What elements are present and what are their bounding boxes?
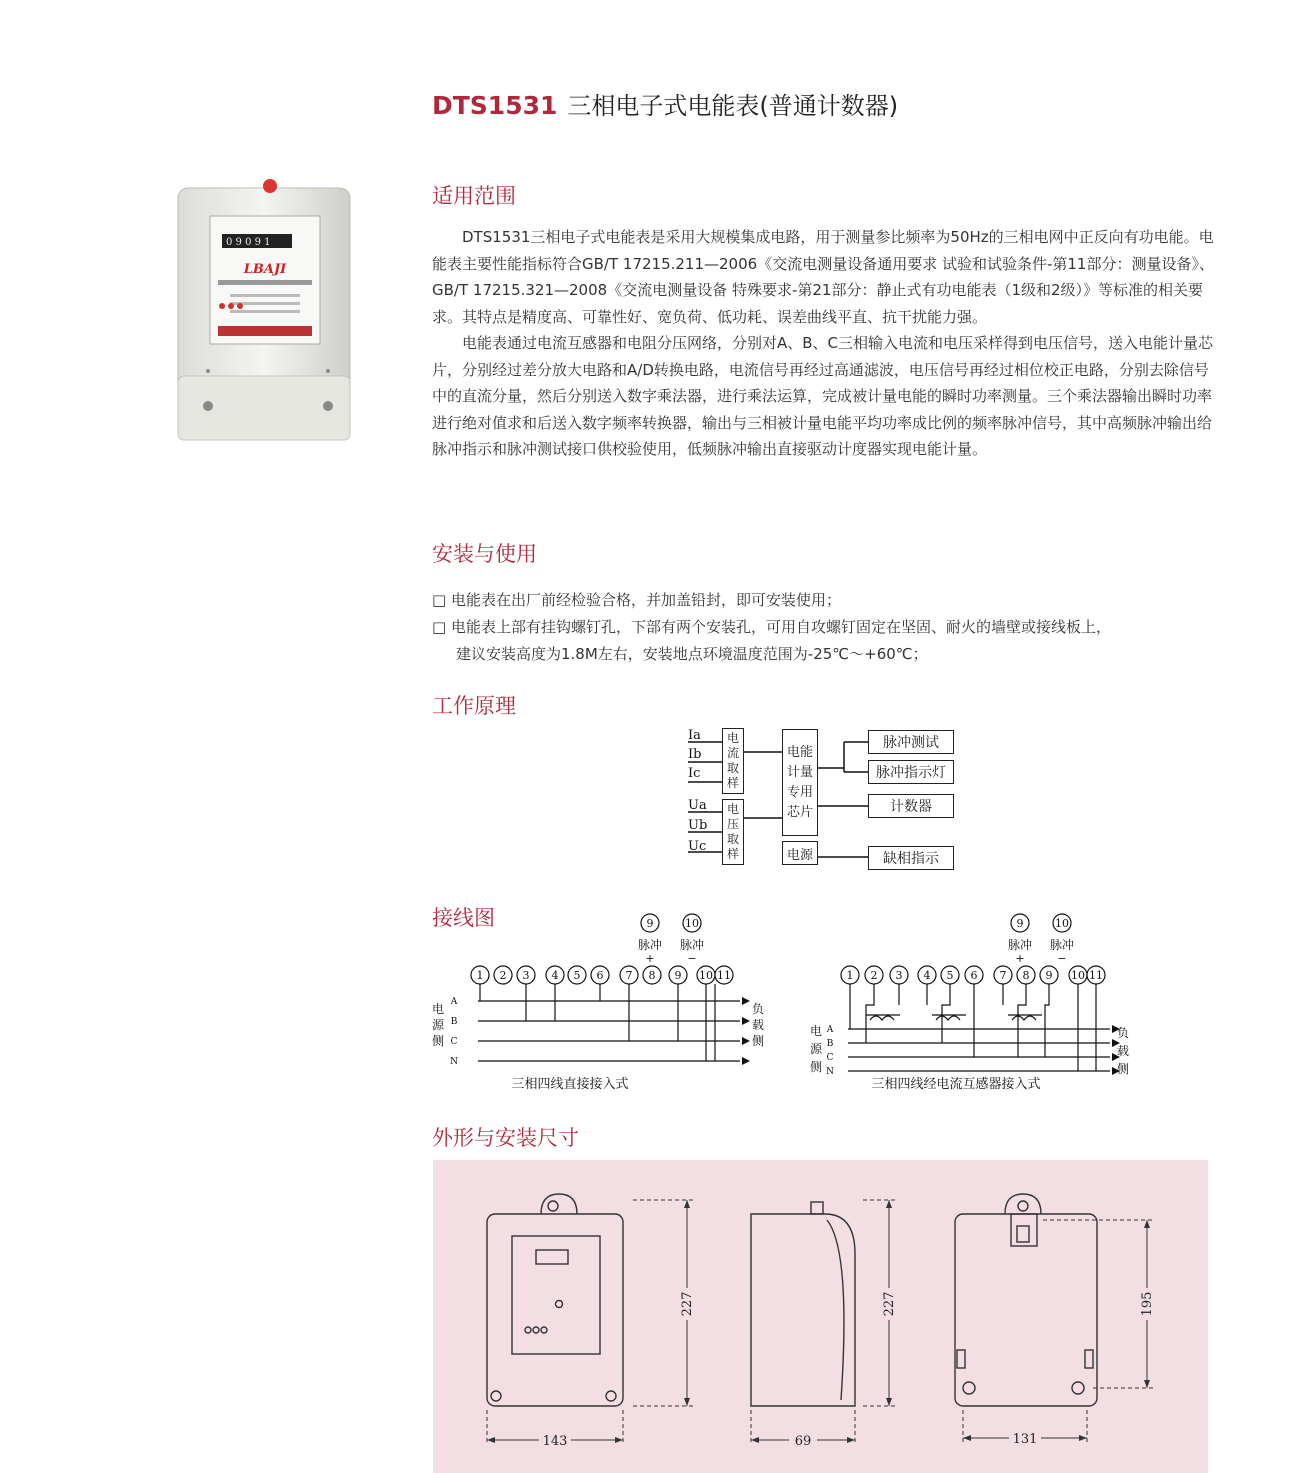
current-sampler-box xyxy=(722,728,744,794)
terminal-label: 7 xyxy=(999,969,1007,982)
input-ib: Ib xyxy=(688,747,702,762)
load-side-char: 负 xyxy=(751,1002,765,1016)
back-height-label: 195 xyxy=(1140,1291,1155,1317)
output-pulse-indicator: 脉冲指示灯 xyxy=(868,760,954,784)
back-width-label: 131 xyxy=(1012,1432,1038,1447)
chip-label-line: 电能 xyxy=(786,744,813,760)
voltage-sampler-char: 压 xyxy=(726,817,739,831)
install-item-2: □ 电能表上部有挂钩螺钉孔，下部有两个安装孔，可用自攻螺钉固定在坚固、耐火的墙壁或接线板上， xyxy=(432,618,1111,636)
terminal-label: 2 xyxy=(499,969,507,982)
load-side-char: 载 xyxy=(1116,1044,1130,1058)
output-counter: 计数器 xyxy=(868,794,954,818)
source-side-char: 侧 xyxy=(431,1034,445,1048)
voltage-sampler-box xyxy=(722,799,744,865)
phase-label: A xyxy=(826,1025,834,1035)
current-sampler-char: 流 xyxy=(726,746,739,760)
terminal-label: 7 xyxy=(625,969,633,982)
phase-label: N xyxy=(826,1067,834,1077)
install-item-3: 建议安装高度为1.8M左右，安装地点环境温度范围为-25℃～+60℃； xyxy=(456,645,928,663)
scope-paragraph-1: DTS1531三相电子式电能表是采用大规模集成电路，用于测量参比频率为50Hz的三相电网中正反向有功电能。电能表主要性能指标符合GB/T 17215.211—2006《交流电测量设备通用要求 试验和试验条件-第11部分：测量设备》、GB/T 17215.321—2008《交流电测量设备 特殊要求-第21部分：静止式有功电能表（1级和2级）》等标准的相关要求。其特点是精度高、可靠性好、宽负荷、低功耗、误差曲线平直、抗干扰能力强。 xyxy=(432,228,1214,326)
terminal-label: 2 xyxy=(870,969,878,982)
pulse-terminal-9: 9 xyxy=(1016,917,1024,930)
current-sampler-char: 取 xyxy=(726,761,739,775)
section-heading-scope: 适用范围 xyxy=(432,184,516,208)
terminal-label: 6 xyxy=(596,969,604,982)
phase-label: N xyxy=(450,1057,458,1067)
input-ua: Ua xyxy=(688,798,707,813)
terminal-label: 8 xyxy=(648,969,656,982)
voltage-sampler-char: 电 xyxy=(726,802,739,816)
load-side-char: 侧 xyxy=(1116,1062,1130,1076)
chip-label-line: 专用 xyxy=(786,784,813,800)
input-ub: Ub xyxy=(688,818,708,833)
source-side-char: 电 xyxy=(431,1002,445,1016)
source-side-char: 侧 xyxy=(809,1060,823,1074)
voltage-sampler-char: 取 xyxy=(726,832,739,846)
product-name: 三相电子式电能表(普通计数器) xyxy=(567,92,899,120)
wiring-diagram-ct xyxy=(800,905,1150,1100)
pulse-minus: − xyxy=(687,952,697,965)
terminal-label: 6 xyxy=(970,969,978,982)
terminal-label: 1 xyxy=(476,969,484,982)
phase-label: B xyxy=(826,1039,834,1049)
pulse-label: 脉冲 xyxy=(637,938,663,952)
section-heading-principle: 工作原理 xyxy=(432,694,516,718)
pulse-label: 脉冲 xyxy=(679,938,705,952)
power-box: 电源 xyxy=(782,841,818,865)
pulse-plus: + xyxy=(1015,952,1025,965)
brand-logo: LBAJI xyxy=(243,262,287,277)
pulse-minus: − xyxy=(1057,952,1067,965)
model-number: DTS1531 xyxy=(432,91,558,120)
pulse-terminal-10: 10 xyxy=(685,917,699,930)
install-item-1: □ 电能表在出厂前经检验合格，并加盖铅封，即可安装使用； xyxy=(432,591,841,609)
scope-body xyxy=(432,224,1214,463)
pulse-terminal-9: 9 xyxy=(646,917,654,930)
load-side-char: 载 xyxy=(751,1018,765,1032)
terminal-label: 3 xyxy=(522,969,530,982)
output-pulse-test: 脉冲测试 xyxy=(868,730,954,754)
terminal-label: 5 xyxy=(573,969,581,982)
terminal-label: 10 xyxy=(1071,969,1085,982)
pulse-label: 脉冲 xyxy=(1007,938,1033,952)
source-side-char: 源 xyxy=(431,1018,445,1032)
terminal-label: 10 xyxy=(699,969,713,982)
input-ia: Ia xyxy=(688,728,701,743)
terminal-label: 3 xyxy=(895,969,903,982)
chip-label-line: 芯片 xyxy=(786,804,813,820)
voltage-sampler-char: 样 xyxy=(726,847,739,861)
front-width-label: 143 xyxy=(542,1434,568,1449)
phase-label: A xyxy=(450,997,458,1007)
side-height-label: 227 xyxy=(882,1291,897,1317)
wiring-caption-ct: 三相四线经电流互感器接入式 xyxy=(871,1077,1041,1092)
section-heading-dimensions: 外形与安装尺寸 xyxy=(432,1126,579,1150)
page-title xyxy=(432,86,898,121)
input-uc: Uc xyxy=(688,839,707,854)
terminal-label: 5 xyxy=(946,969,954,982)
terminal-label: 4 xyxy=(923,969,931,982)
current-sampler-char: 样 xyxy=(726,776,739,790)
terminal-label: 11 xyxy=(1089,969,1103,982)
front-height-label: 227 xyxy=(680,1291,695,1317)
phase-label: C xyxy=(826,1053,834,1063)
terminal-label: 11 xyxy=(717,969,731,982)
current-sampler-char: 电 xyxy=(726,731,739,745)
svg-text:0 9 0 9 1: 0 9 0 9 1 xyxy=(226,237,271,248)
wiring-caption-direct: 三相四线直接接入式 xyxy=(511,1077,629,1092)
section-heading-install: 安装与使用 xyxy=(432,542,537,566)
load-side-char: 侧 xyxy=(751,1034,765,1048)
terminal-label: 9 xyxy=(674,969,682,982)
pulse-terminal-10: 10 xyxy=(1055,917,1069,930)
side-width-label: 69 xyxy=(794,1434,812,1449)
terminal-label: 1 xyxy=(846,969,854,982)
scope-paragraph-2: 电能表通过电流互感器和电阻分压网络，分别对A、B、C三相输入电流和电压采样得到电压信号，送入电能计量芯片，分别经过差分放大电路和A/D转换电路，电流信号再经过高通滤波，电压信号再经过相位校正电路，分别去除信号中的直流分量，然后分别送入数字乘法器，进行乘法运算，完成被计量电能的瞬时功率测量。三个乘法器输出瞬时功率进行绝对值求和后送入数字频率转换器，输出与三相被计量电能平均功率成比例的频率脉冲信号，其中高频脉冲输出给脉冲指示和脉冲测试接口供校验使用，低频脉冲输出直接驱动计度器实现电能计量。 xyxy=(432,334,1214,458)
load-side-char: 负 xyxy=(1116,1026,1130,1040)
input-ic: Ic xyxy=(688,766,701,781)
terminal-label: 9 xyxy=(1045,969,1053,982)
source-side-char: 源 xyxy=(809,1042,823,1056)
output-phase-loss: 缺相指示 xyxy=(868,846,954,870)
phase-label: C xyxy=(450,1037,458,1047)
terminal-label: 8 xyxy=(1022,969,1030,982)
chip-label-line: 计量 xyxy=(786,764,813,780)
phase-label: B xyxy=(450,1017,458,1027)
terminal-label: 4 xyxy=(551,969,559,982)
pulse-label: 脉冲 xyxy=(1049,938,1075,952)
product-photo xyxy=(170,176,360,444)
wiring-diagram-direct xyxy=(430,905,780,1100)
dimension-drawings xyxy=(433,1160,1208,1473)
pulse-plus: + xyxy=(645,952,655,965)
source-side-char: 电 xyxy=(809,1024,823,1038)
metering-chip-box xyxy=(782,729,818,836)
section-heading-wiring: 接线图 xyxy=(432,906,495,930)
